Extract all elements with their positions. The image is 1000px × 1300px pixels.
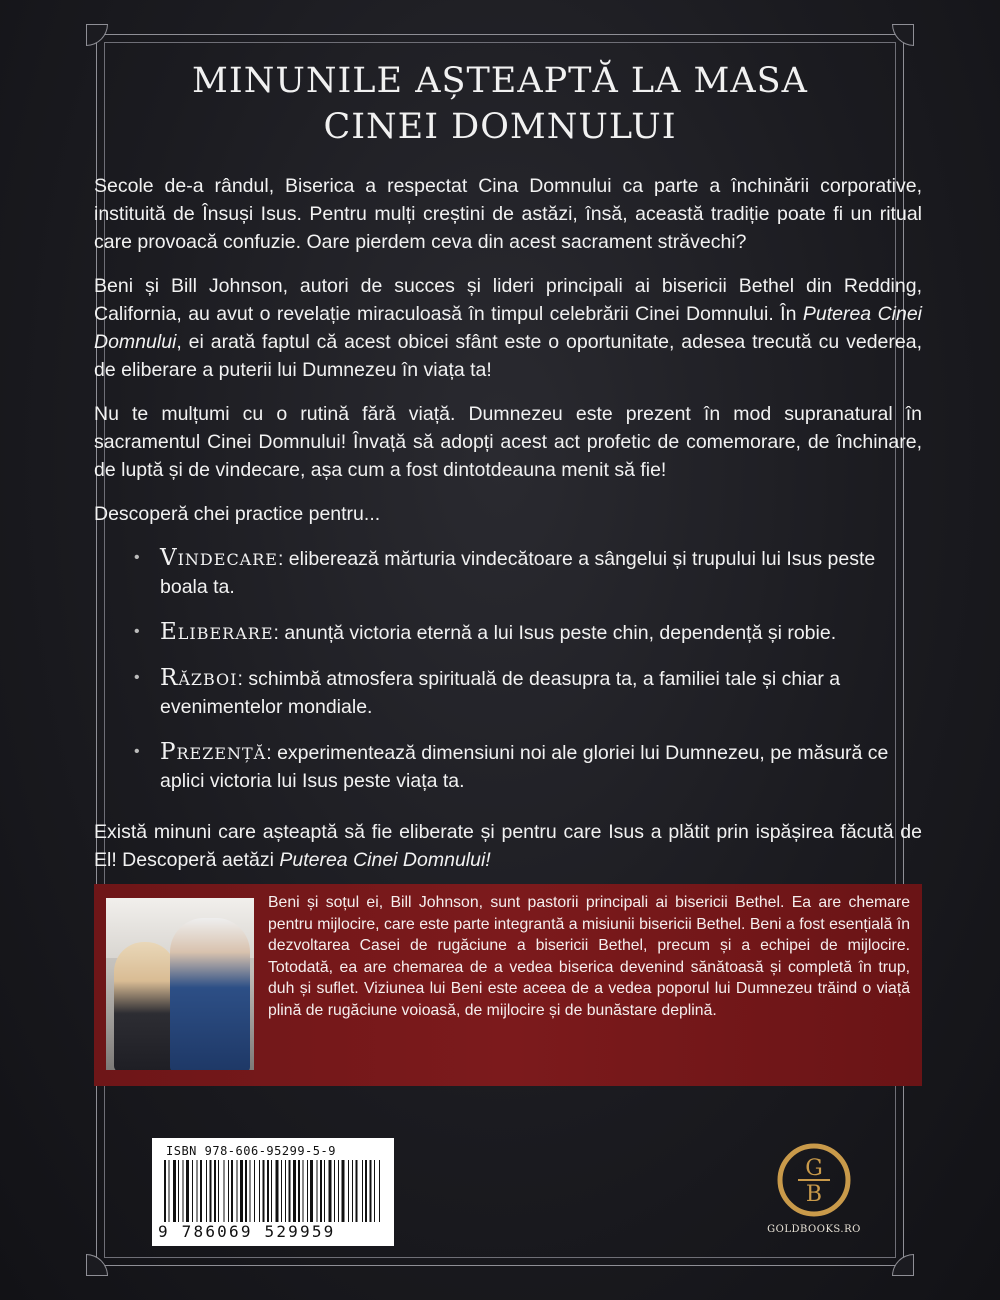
bullet-heading: Vindecare [160, 545, 278, 571]
bullet-icon: • [134, 669, 140, 686]
bullet-heading: Prezență [160, 739, 267, 765]
book-title-italic: Puterea Cinei Domnului! [279, 849, 491, 871]
barcode-bar [303, 1160, 304, 1222]
barcode-bars [162, 1160, 384, 1222]
barcode-bar [352, 1160, 353, 1222]
barcode-bar [285, 1160, 286, 1222]
barcode-bar [329, 1160, 332, 1222]
barcode-bar [192, 1160, 193, 1222]
author-bio-text: Beni și soțul ei, Bill Johnson, sunt pastorii principali ai bisericii Bethel. Ea are chemare pentru mijlocire, care este parte integrantă a misiunii bisericii Bethel. Beni a fost esențială în dezvoltarea Casei de rugăciune a bisericii Bethel, precum și a echipei de mijlocire. Totodată, ea are chemarea de a vedea biserica devenind sănătoasă și completă în trup, duh și suflet. Viziunea lui Beni este aceea de a vedea poporul lui Dumnezeu trăind o viață plină de rugăciune voioasă, de mijlocire și de bunăstare deplină. [268, 894, 910, 1019]
call-paragraph: Nu te mulțumi cu o rutină fără viață. Dumnezeu este prezent în mod supranatural în sacramentul Cinei Domnului! Învață să adopți acest act profetic de comemorare, de închinare, de luptă și de vindecare, așa cum a fost dintotdeauna menit să fie! [94, 403, 922, 481]
barcode-bar [210, 1160, 212, 1222]
barcode-bar [281, 1160, 282, 1222]
list-item [130, 618, 836, 647]
closing-paragraph [94, 818, 922, 874]
barcode-bar [240, 1160, 243, 1222]
barcode-bar [245, 1160, 247, 1222]
photo-person-beni [114, 942, 176, 1070]
bullet-icon: • [134, 623, 140, 640]
authors-text-b: , ei arată faptul că acest obicei sfânt este o oportunitate, adesea trecută cu vederea, de eliberare a puterii lui Dumnezeu în viața ta! [94, 331, 922, 381]
barcode-bar [289, 1160, 291, 1222]
barcode-bar [276, 1160, 279, 1222]
isbn-label: ISBN 978-606-95299-5-9 [166, 1144, 336, 1158]
book-title-italic: Puterea Cinei Domnului [94, 303, 923, 353]
bullet-text: : anunță victoria eternă a lui Isus peste chin, dependență și robie. [273, 622, 837, 644]
barcode-bar [374, 1160, 375, 1222]
barcode-bar [307, 1160, 308, 1222]
barcode-bar [298, 1160, 300, 1222]
barcode-bar [338, 1160, 339, 1222]
barcode-bar [200, 1160, 202, 1222]
barcode-bar [224, 1160, 225, 1222]
barcode-bar [218, 1160, 219, 1222]
authors-text-a: Beni și Bill Johnson, autori de succes și lideri principali ai bisericii Bethel din Redding, California, au avut o revelație miraculoasă în timpul celebrării Cinei Domnului. În [94, 275, 922, 325]
closing-text-a: Există minuni care așteaptă să fie eliberate și pentru care Isus a plătit prin ispășirea făcută de El! Descoperă aetăzi [94, 821, 922, 871]
barcode-bar [271, 1160, 272, 1222]
barcode-bar [267, 1160, 269, 1222]
barcode-bar [254, 1160, 255, 1222]
intro-paragraph: Secole de-a rândul, Biserica a respectat Cina Domnului ca parte a închinării corporative, instituită de Însuși Isus. Pentru mulți creștini de astăzi, însă, această tradiție poate fi un ritual care provoacă confuzie. Oare pierdem ceva din acest sacrament străvechi? [94, 175, 922, 253]
isbn-barcode [152, 1138, 394, 1246]
goldbooks-logo-icon [776, 1142, 852, 1218]
barcode-bar [173, 1160, 176, 1222]
barcode-bar [178, 1160, 179, 1222]
list-item [130, 738, 920, 795]
author-photo [106, 898, 254, 1070]
svg-text:G: G [805, 1156, 823, 1181]
authors-paragraph [94, 272, 922, 384]
bullet-text: : eliberează mărturia vindecătoare a sângelui și trupului lui Isus peste boala ta. [160, 548, 876, 598]
bullet-icon: • [134, 549, 140, 566]
barcode-bar [231, 1160, 233, 1222]
barcode-bar [370, 1160, 372, 1222]
bullet-text: : experimentează dimensiuni noi ale gloriei lui Dumnezeu, pe măsură ce aplici victoria lui Isus peste viața ta. [160, 742, 889, 792]
barcode-bar [237, 1160, 238, 1222]
list-item [130, 664, 920, 721]
barcode-bar [356, 1160, 358, 1222]
keys-intro: Descoperă chei practice pentru... [94, 503, 381, 525]
bullet-icon: • [134, 743, 140, 760]
barcode-bar [293, 1160, 296, 1222]
barcode-bar [186, 1160, 189, 1222]
barcode-bar [206, 1160, 207, 1222]
barcode-bar [228, 1160, 229, 1222]
barcode-bar [310, 1160, 313, 1222]
barcode-bar [320, 1160, 322, 1222]
barcode-bar [169, 1160, 170, 1222]
barcode-bar [164, 1160, 166, 1222]
svg-text:B: B [805, 1182, 823, 1207]
photo-person-bill [170, 918, 250, 1070]
barcode-bar [317, 1160, 318, 1222]
barcode-bar [197, 1160, 198, 1222]
barcode-bar [362, 1160, 363, 1222]
page-title: MINUNILE AȘTEAPTĂ LA MASA CINEI DOMNULUI [192, 61, 808, 147]
author-bio-box [94, 884, 922, 1086]
barcode-bar [334, 1160, 335, 1222]
barcode-bar [250, 1160, 251, 1222]
bullet-text: : schimbă atmosfera spirituală de deasupra ta, a familiei tale și chiar a evenimentelor mondiale. [160, 668, 841, 718]
barcode-bar [342, 1160, 345, 1222]
bullet-heading: Război [160, 665, 238, 691]
barcode-bar [214, 1160, 216, 1222]
barcode-bar [379, 1160, 380, 1222]
barcode-bar [324, 1160, 325, 1222]
ean-number: 9 786069 529959 [158, 1222, 336, 1241]
list-item [130, 544, 920, 601]
bullet-heading: Eliberare [160, 619, 274, 645]
barcode-bar [263, 1160, 265, 1222]
barcode-bar [348, 1160, 349, 1222]
barcode-bar [365, 1160, 367, 1222]
publisher-name: GOLDBOOKS.RO [767, 1224, 861, 1235]
barcode-bar [259, 1160, 260, 1222]
barcode-bar [183, 1160, 184, 1222]
